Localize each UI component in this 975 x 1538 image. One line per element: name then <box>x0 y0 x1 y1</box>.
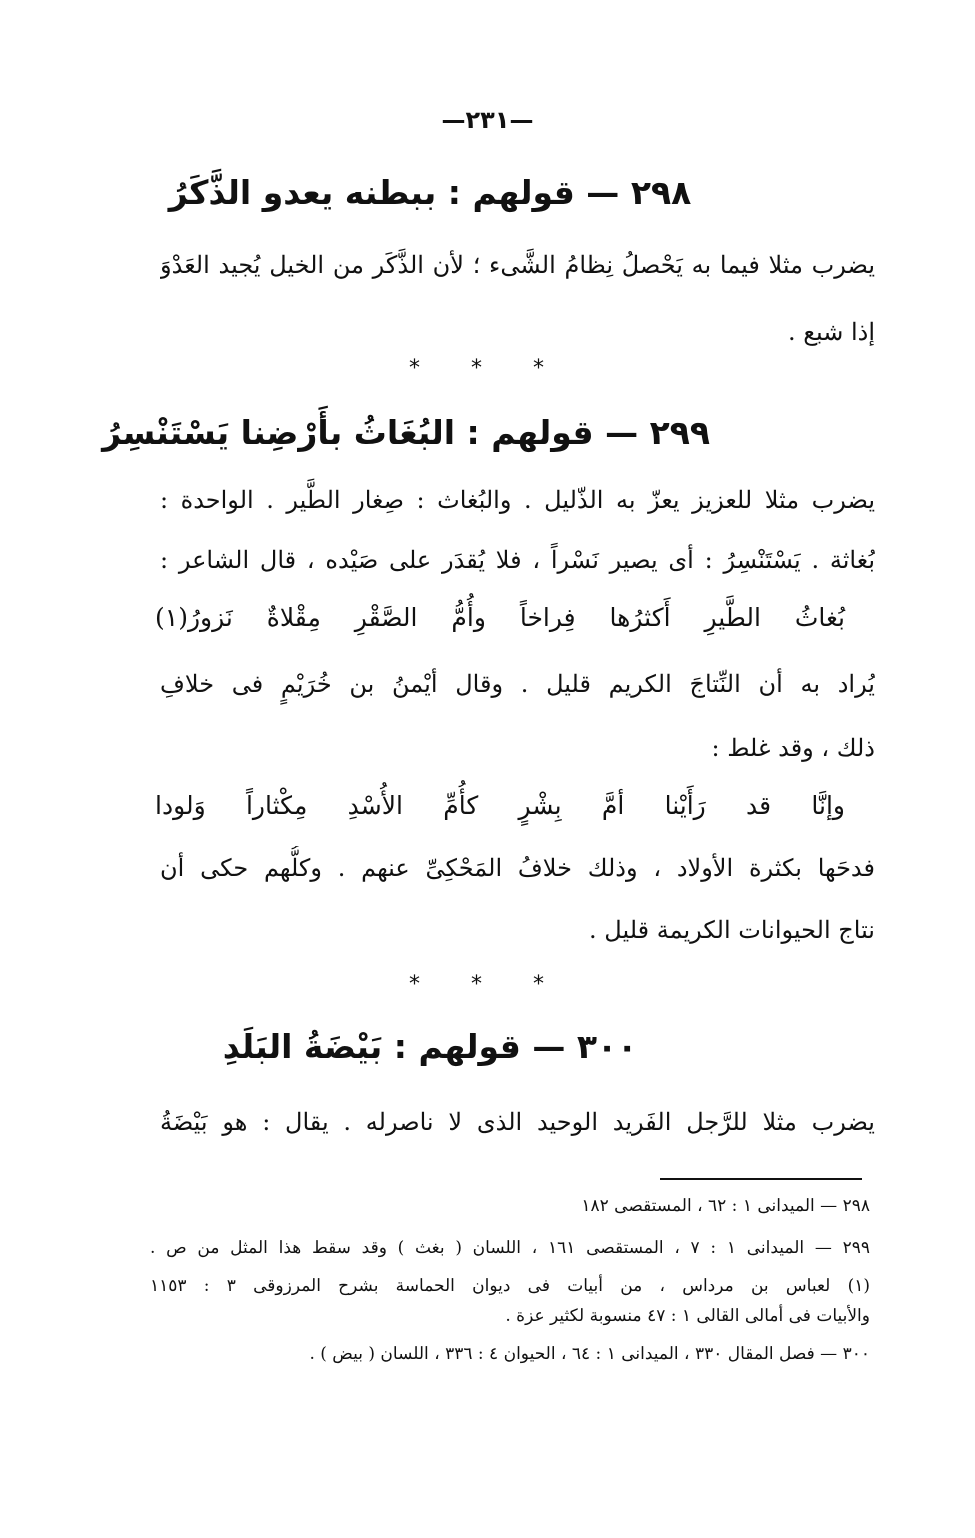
poem-verse <box>155 784 845 828</box>
text-line: يُراد به أن النِّتاجَ الكريم قليل . وقال أيْمنُ بن خُرَيْمٍ فى خلافِ <box>160 670 875 698</box>
text-line: نتاج الحيوانات الكريمة قليل . <box>589 916 875 944</box>
heading-300: ٣٠٠ — قولهم : بَيْضَةُ البَلَدِ <box>222 1027 638 1066</box>
verse-first-hemistich: وإنَّا قد رَأَيْنا أمَّ بِشْرٍ <box>518 791 845 820</box>
verse-second-hemistich: كأُمِّ الأُسْدِ مِكْثاراً وَلودا <box>155 791 479 820</box>
text-line: يضرب مثلا للرَّجل الفَريد الوحيد الذى لا ناصرله . يقال : هو بَيْضَةُ <box>160 1108 875 1136</box>
page-number: —٢٣١— <box>441 106 534 134</box>
footnote-divider <box>660 1178 862 1180</box>
footnote: والأبيات فى أمالى القالى ١ : ٤٧ منسوبة لكثير عزة . <box>505 1306 870 1326</box>
text-line: يضرب مثلا للعزيز يعزّ به الذّليل . والبُغاث : صِغار الطَّير . الواحدة : <box>160 486 875 514</box>
text-line: بُغاثة . يَسْتَنْسِرُ : أى يصير نَسْراً ، فلا يُقدَر على صَيْده ، قال الشاعر : <box>160 546 875 574</box>
text-line: فدحَها بكثرة الأولاد ، وذلك خلافُ المَحْكِىِّ عنهم . وكلُّهم حكى أن <box>160 854 875 882</box>
section-separator: * * * <box>409 356 566 381</box>
verse-first-hemistich: بُغاثُ الطَّيرِ أَكثرُها فِراخاً <box>519 603 846 632</box>
section-separator: * * * <box>409 972 566 997</box>
footnote: ٢٩٨ — الميدانى ١ : ٦٢ ، المستقصى ١٨٢ <box>581 1196 870 1216</box>
poem-verse <box>155 596 845 640</box>
text-line: يضرب مثلا فيما به يَحْصلُ نِظامُ الشَّىء ؛ لأن الذَّكَر من الخيل يُجيد العَدْوَ <box>160 251 875 279</box>
footnote: ٣٠٠ — فصل المقال ٣٣٠ ، الميدانى ١ : ٦٤ ، الحيوان ٤ : ٣٣٦ ، اللسان ( بيض ) . <box>309 1344 870 1364</box>
text-line: ذلك ، وقد غلط : <box>711 734 875 762</box>
footnote: ٢٩٩ — الميدانى ١ : ٧ ، المستقصى ١٦١ ، اللسان ( بغث ) وقد سقط هذا المثل من ص . <box>150 1238 870 1258</box>
heading-298: ٢٩٨ — قولهم : ببطنه يعدو الذَّكَرُ <box>168 173 692 212</box>
text-line: إذا شبع . <box>787 318 875 346</box>
verse-second-hemistich: وأُمُّ الصَّقْرِ مِقْلاةٌ نَزورُ(١) <box>155 603 486 632</box>
heading-299: ٢٩٩ — قولهم : البُغَاثُ بأَرْضِنا يَسْتَنْسِرُ <box>102 413 710 452</box>
footnote: (١) لعباس بن مرداس ، من أبيات فى ديوان الحماسة بشرح المرزوقى ٣ : ١١٥٣ <box>150 1276 870 1296</box>
